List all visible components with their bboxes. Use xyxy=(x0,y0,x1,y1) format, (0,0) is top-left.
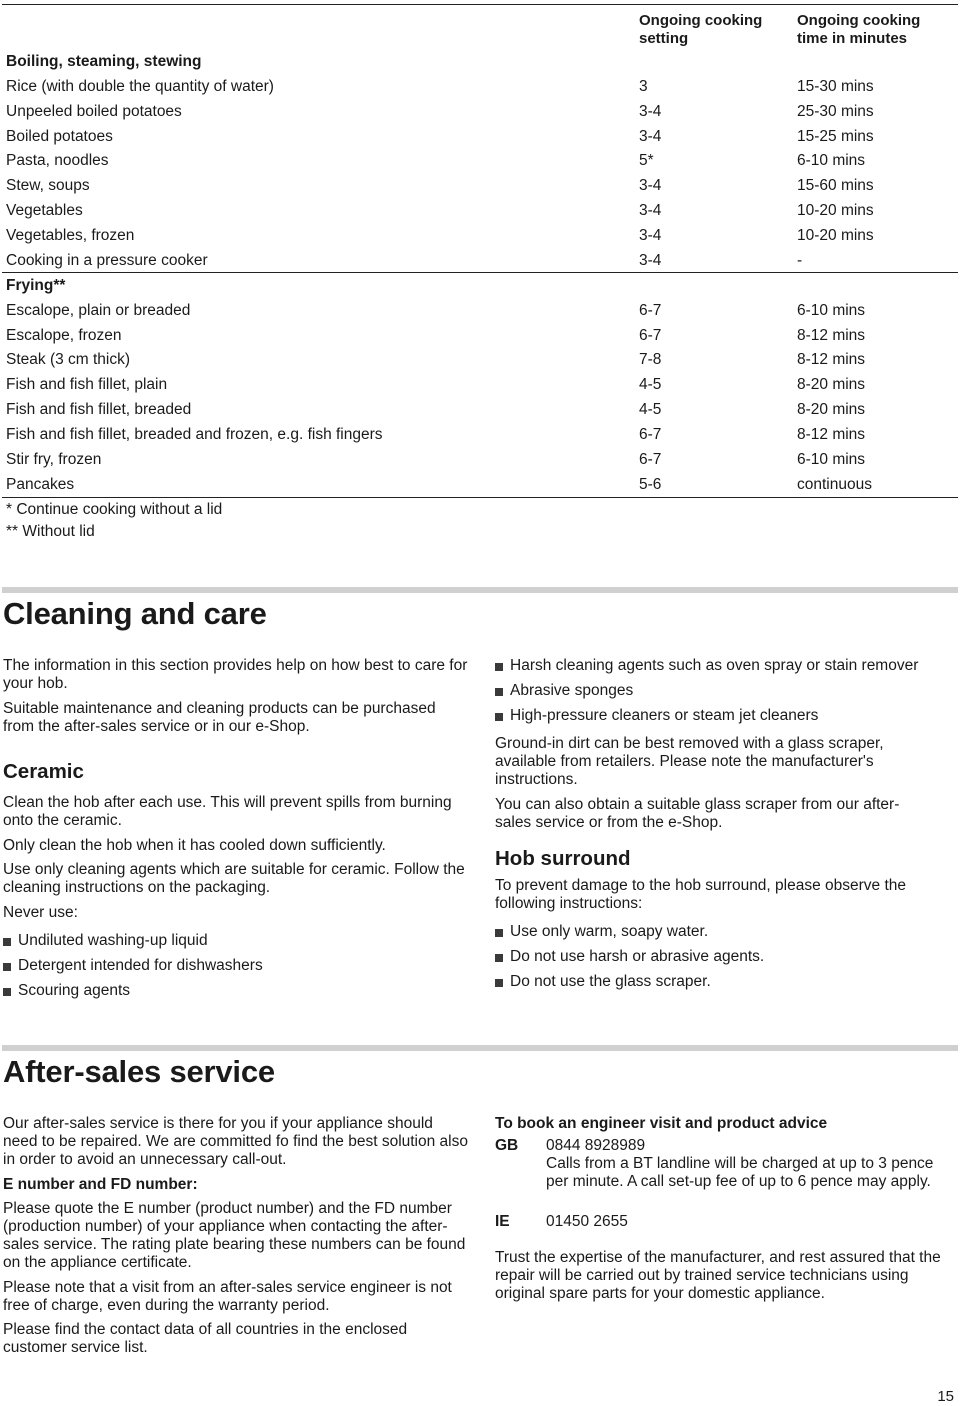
bullet-icon xyxy=(3,963,11,971)
cleaning-title: Cleaning and care xyxy=(3,596,267,631)
list-item: Undiluted washing-up liquid xyxy=(3,932,208,950)
table-row: Stew, soups 3-4 15-60 mins xyxy=(6,177,874,194)
bullet-icon xyxy=(495,688,503,696)
section-boiling: Boiling, steaming, stewing xyxy=(6,53,202,70)
table-row: Boiled potatoes 3-4 15-25 mins xyxy=(6,128,874,145)
section-bar xyxy=(2,587,958,593)
cleaning-intro: The information in this section provides help on how best to care for your hob. xyxy=(3,657,468,692)
header-setting: Ongoing cooking setting xyxy=(639,12,763,47)
bullet-icon xyxy=(495,954,503,962)
aftersales-intro: Our after-sales service is there for you if your appliance should need to be repaired. We are committed fo find the best solution also in order to avoid an unnecessary call-out. xyxy=(3,1115,468,1168)
section-bar xyxy=(2,1045,958,1051)
list-item: Do not use harsh or abrasive agents. xyxy=(495,948,764,966)
e-number-title: E number and FD number: xyxy=(3,1176,198,1193)
footnote: * Continue cooking without a lid xyxy=(6,501,223,518)
list-item: High-pressure cleaners or steam jet cleaners xyxy=(495,707,818,725)
bullet-icon xyxy=(3,988,11,996)
ceramic-title: Ceramic xyxy=(3,760,84,783)
aftersales-title: After-sales service xyxy=(3,1054,275,1089)
table-row: Fish and fish fillet, breaded 4-5 8-20 mins xyxy=(6,401,866,418)
ceramic-para: Only clean the hob when it has cooled down sufficiently. xyxy=(3,837,386,854)
aftersales-para: Please find the contact data of all countries in the enclosed customer service list. xyxy=(3,1321,408,1356)
table-row: Rice (with double the quantity of water) 3 15-30 mins xyxy=(6,78,874,95)
list-item: Use only warm, soapy water. xyxy=(495,923,708,941)
table-row: Escalope, plain or breaded 6-7 6-10 mins xyxy=(6,302,866,319)
country-code: IE xyxy=(495,1213,510,1230)
aftersales-para: Please quote the E number (product number) and the FD number (production number) of your appliance when contacting the after-sales service. The rating plate bearing these numbers can be found on the appliance certificate. xyxy=(3,1200,466,1271)
list-item: Abrasive sponges xyxy=(495,682,633,700)
bullet-icon xyxy=(3,938,11,946)
table-row: Steak (3 cm thick) 7-8 8-12 mins xyxy=(6,351,866,368)
table-top-rule xyxy=(2,4,958,5)
table-row: Pasta, noodles 5* 6-10 mins xyxy=(6,152,866,169)
table-row: Cooking in a pressure cooker 3-4 - xyxy=(6,252,803,269)
list-item: Do not use the glass scraper. xyxy=(495,973,711,991)
section-frying: Frying** xyxy=(6,277,66,294)
trust-para: Trust the expertise of the manufacturer, and rest assured that the repair will be carried out by trained service technicians using original spare parts for your domestic appliance. xyxy=(495,1249,941,1302)
page-number: 15 xyxy=(937,1388,954,1405)
list-item: Detergent intended for dishwashers xyxy=(3,957,263,975)
ceramic-para: Never use: xyxy=(3,904,78,921)
list-item: Harsh cleaning agents such as oven spray or stain remover xyxy=(495,657,918,675)
header-time: Ongoing cooking time in minutes xyxy=(797,12,921,47)
table-row: Stir fry, frozen 6-7 6-10 mins xyxy=(6,451,866,468)
table-row: Fish and fish fillet, plain 4-5 8-20 mins xyxy=(6,376,866,393)
table-bottom-rule xyxy=(2,497,958,498)
bullet-icon xyxy=(495,713,503,721)
bullet-icon xyxy=(495,929,503,937)
ceramic-after: You can also obtain a suitable glass scraper from our after-sales service or from the e-Shop. xyxy=(495,796,900,831)
bullet-icon xyxy=(495,979,503,987)
table-row: Fish and fish fillet, breaded and frozen, e.g. fish fingers 6-7 8-12 mins xyxy=(6,426,866,443)
hob-surround-intro: To prevent damage to the hob surround, please observe the following instructions: xyxy=(495,877,907,912)
table-row: Vegetables, frozen 3-4 10-20 mins xyxy=(6,227,874,244)
table-row: Escalope, frozen 6-7 8-12 mins xyxy=(6,327,866,344)
cleaning-intro: Suitable maintenance and cleaning products can be purchased from the after-sales service or in our e-Shop. xyxy=(3,700,436,735)
phone-number: 0844 8928989 xyxy=(546,1137,646,1154)
table-row: Vegetables 3-4 10-20 mins xyxy=(6,202,874,219)
table-row: Unpeeled boiled potatoes 3-4 25-30 mins xyxy=(6,103,874,120)
footnote: ** Without lid xyxy=(6,523,95,540)
call-charge-note: Calls from a BT landline will be charged at up to 3 pence per minute. A call set-up fee of up to 6 pence may apply. xyxy=(546,1155,934,1190)
bullet-icon xyxy=(495,663,503,671)
book-title: To book an engineer visit and product advice xyxy=(495,1115,828,1132)
country-code: GB xyxy=(495,1137,519,1154)
list-item: Scouring agents xyxy=(3,982,130,1000)
ceramic-para: Use only cleaning agents which are suitable for ceramic. Follow the cleaning instructions on the packaging. xyxy=(3,861,465,896)
table-row: Pancakes 5-6 continuous xyxy=(6,476,872,493)
ceramic-after: Ground-in dirt can be best removed with a glass scraper, available from retailers. Please note the manufacturer's instructions. xyxy=(495,735,884,788)
ceramic-para: Clean the hob after each use. This will prevent spills from burning onto the ceramic. xyxy=(3,794,452,829)
aftersales-para: Please note that a visit from an after-sales service engineer is not free of charge, even during the warranty period. xyxy=(3,1279,452,1314)
hob-surround-title: Hob surround xyxy=(495,847,631,870)
phone-number: 01450 2655 xyxy=(546,1213,628,1230)
